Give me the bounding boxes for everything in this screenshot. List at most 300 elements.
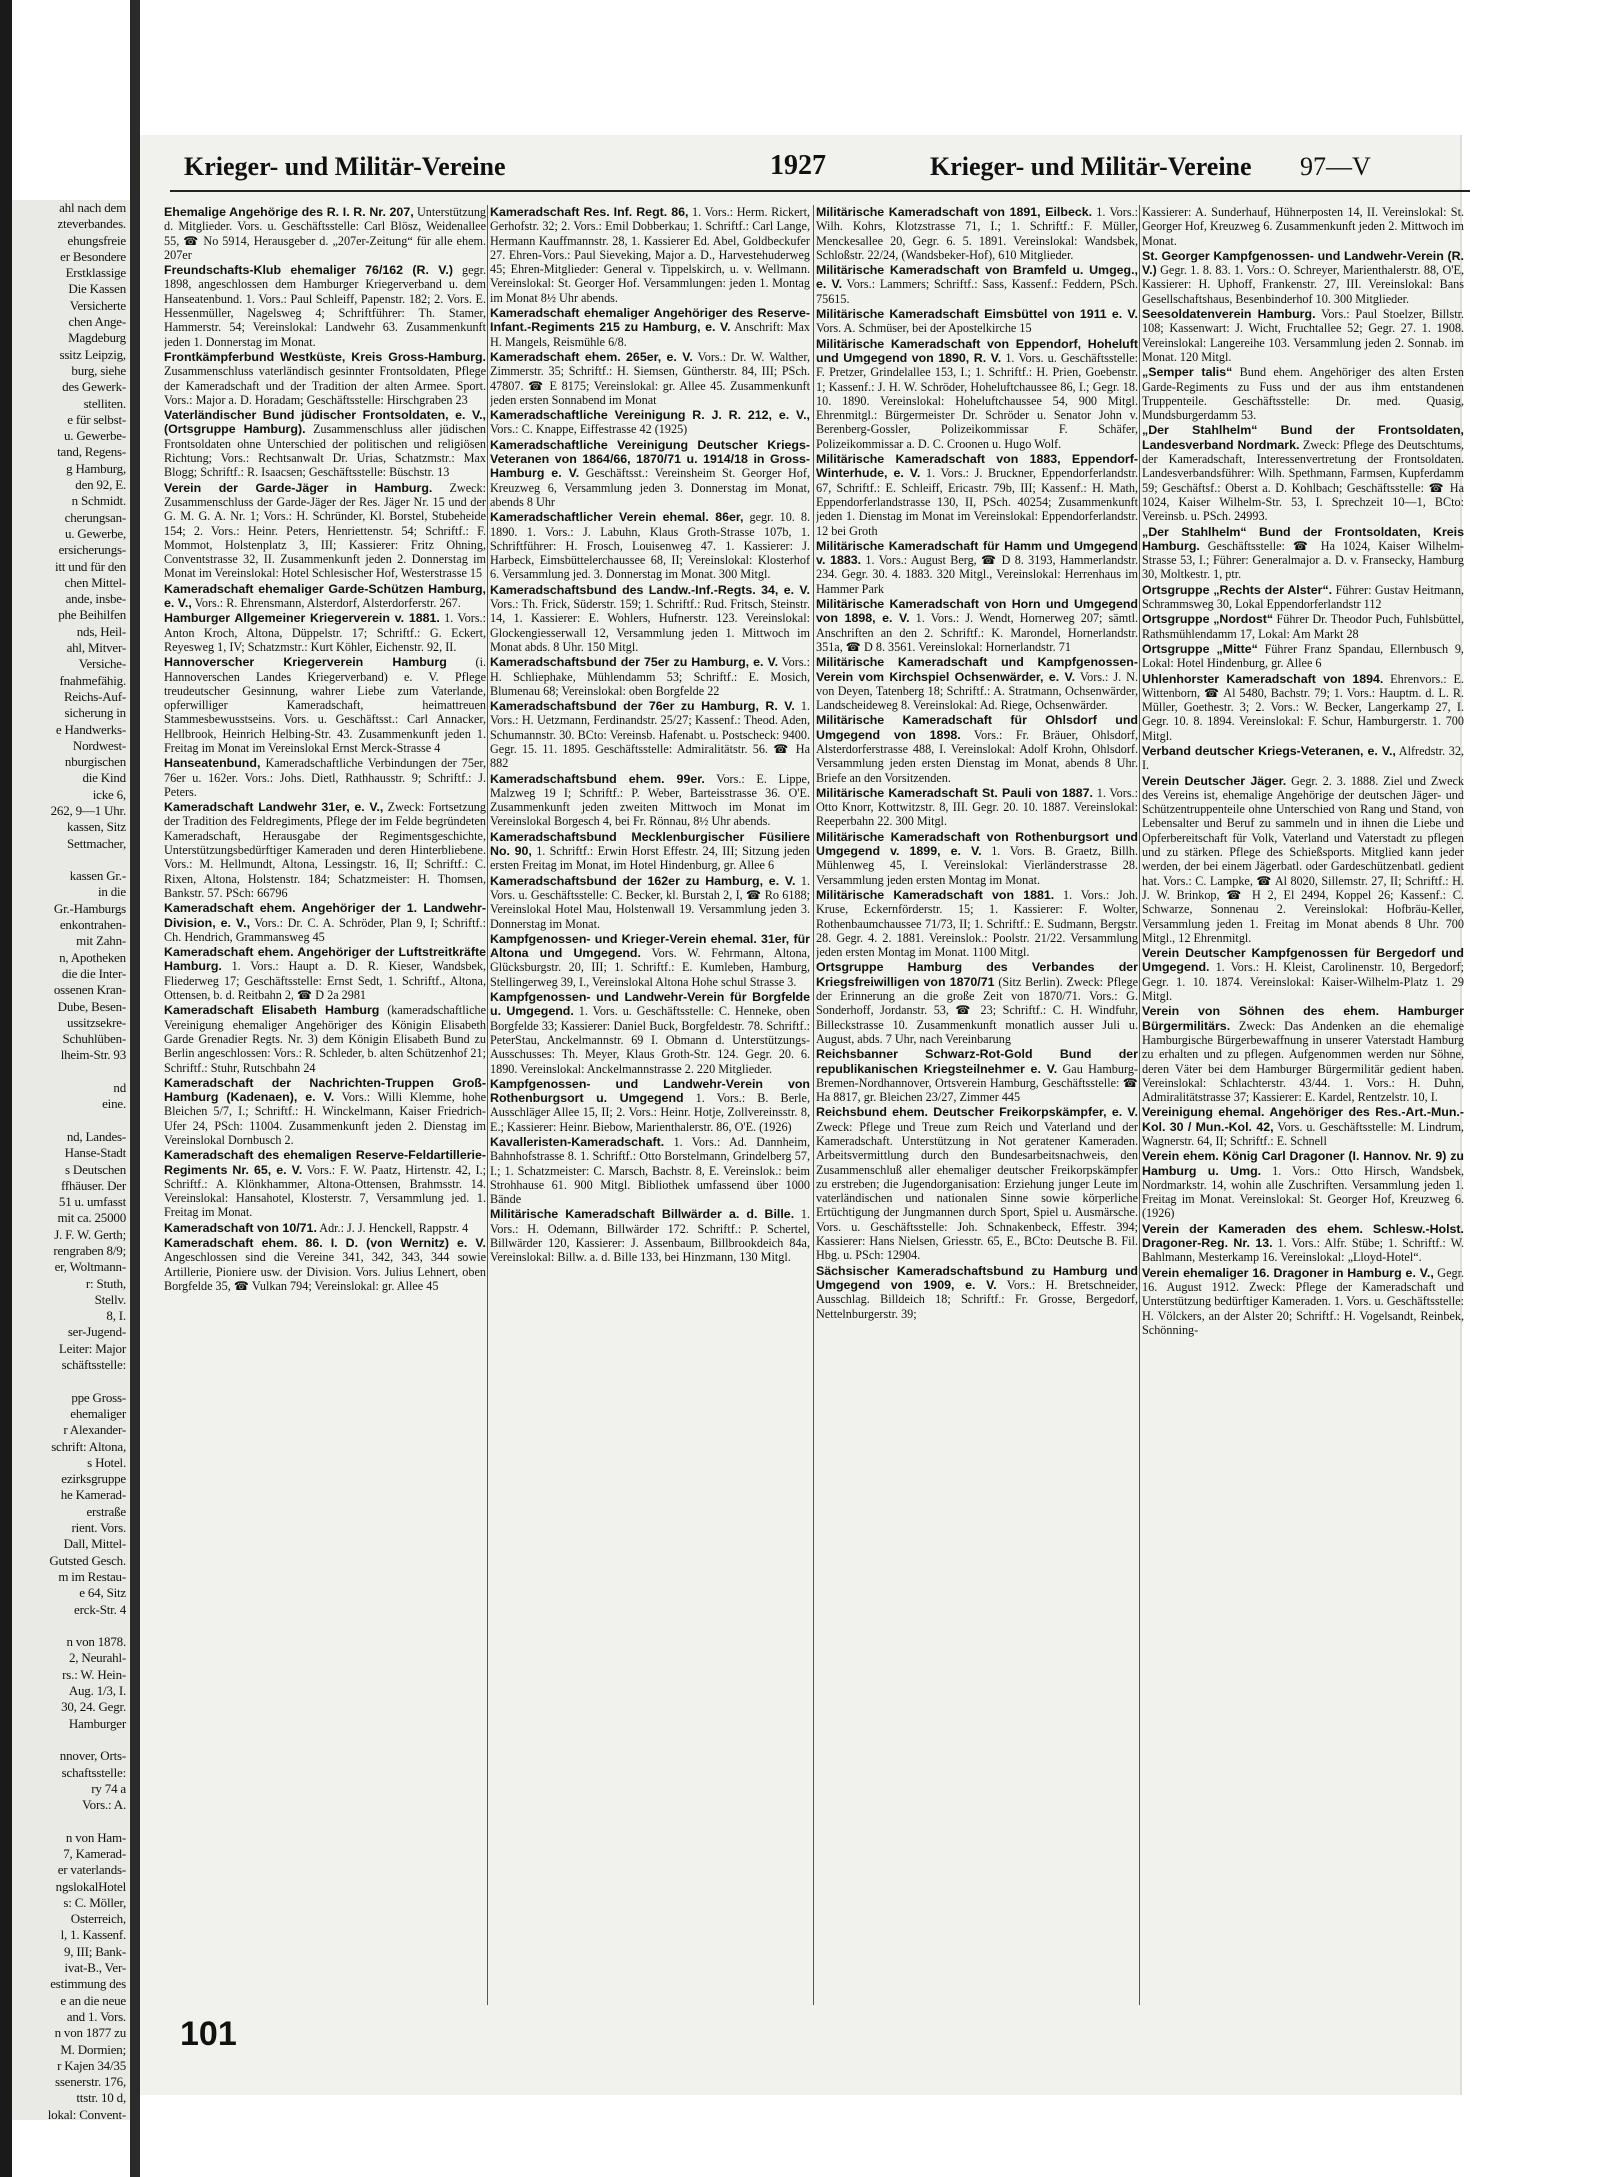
- previous-page-line: [12, 1813, 130, 1829]
- association-details: Vors. A. Schmüser, bei der Apostelkirche 15: [816, 321, 1032, 336]
- running-header: [170, 150, 1470, 192]
- association-name: Militärische Kameradschaft von Horn und Umgegend von 1898, e. V.: [816, 597, 1138, 626]
- previous-page-line: n, Apotheken: [59, 949, 126, 965]
- previous-page-line: burg, siehe: [71, 362, 126, 378]
- previous-page-line: rengraben 8/9;: [53, 1243, 126, 1258]
- association-details: Geschäftsst.: Vereinsheim St. Georger Hof, Kreuzweg 6, Versammlung jeden 3. Donnerstag im Monat, abends 8 Uhr: [490, 466, 810, 509]
- association-details: Gau Hamburg-Bremen-Nordhannover, Ortsverein Hamburg, Geschäftsstelle: ☎ Ha 8817, gr. Bleichen 23/27, Zimmer 445: [816, 1061, 1138, 1105]
- previous-page-line: ahl nach dem: [59, 200, 126, 215]
- directory-entry: [490, 932, 810, 989]
- directory-entry: [164, 655, 486, 755]
- previous-page-line: 9, III; Bank-: [63, 1943, 126, 1959]
- association-name: Verband deutscher Kriegs-Veteranen, e. V.,: [1142, 743, 1396, 758]
- association-details: gegr. 10. 8. 1890. 1. Vors.: J. Labuhn, Klaus Groth-Strasse 107b, 1. Schriftführer: H. Frosch, Louisenweg 47. 1. Kassierer: J. Harbeck, Eimsbüttelerchaussee 68, II; Vereinslokal: Klosterhof 6. Versammlung jed. 3. Donnerstag im Monat. 300 Mitgl.: [490, 510, 810, 582]
- previous-page-line: [12, 1064, 130, 1080]
- previous-page-line: Stellv.: [94, 1291, 126, 1307]
- association-details: 1. Schriftf.: Erwin Horst Effestr. 24, III; Sitzung jeden ersten Freitag im Monat, im Hotel Hindenburg, gr. Allee 6: [490, 844, 810, 873]
- association-name: Kameradschaftsbund ehem. 99er.: [490, 771, 705, 786]
- previous-page-line: lokal: Convent-: [47, 2106, 126, 2120]
- association-details: Führer: Gustav Heitmann, Schrammsweg 30, Lokal Eppendorferlandstr 112: [1142, 582, 1464, 612]
- previous-page-line: Osterreich,: [70, 1911, 126, 1927]
- association-details: 1. Vors.: Anton Kroch, Altona, Düppelstr. 17; Schriftf.: G. Eckert, Reyesweg 1, IV; Schatzmstr.: Kurt Köhler, Eichenstr. 92, II.: [164, 611, 486, 654]
- previous-page-line: u. Gewerbe-: [63, 428, 126, 444]
- directory-entry: [816, 307, 1138, 336]
- association-name: Militärische Kameradschaft St. Pauli von 1887.: [816, 785, 1093, 800]
- association-name: Kampfgenossen- und Landwehr-Verein von Rothenburgsort u. Umgegend: [490, 1076, 810, 1106]
- association-details: 1. Vors.: Alfr. Stübe; 1. Schriftf.: W. Bahlmann, Mesterkamp 16. Vereinslokal: „Lloyd-Hotel“.: [1142, 1236, 1464, 1265]
- previous-page-line: nnover, Orts-: [59, 1748, 126, 1764]
- directory-entry: [816, 452, 1138, 538]
- association-name: Kameradschaftsbund der 162er zu Hamburg, e. V.: [490, 873, 796, 888]
- association-name: Kameradschaftsbund der 75er zu Hamburg, e. V.: [490, 655, 779, 670]
- association-name: Hannoverscher Kriegerverein Hamburg: [164, 655, 447, 670]
- previous-page-line: l, 1. Kassenf.: [60, 1927, 126, 1943]
- association-details: Vors.: Fr. Bräuer, Ohlsdorf, Alsterdorferstrasse 488, I. Vereinslokal: Adolf Krohn, Ohlsdorf. Versammlung jeden ersten Dienstag im Monat, abends 8 Uhr. Briefe an den Vorsitzenden.: [816, 727, 1138, 785]
- previous-page-line: eine.: [102, 1096, 126, 1112]
- association-details: Zusammenschluss aller jüdischen Frontsoldaten ohne Unterschied der politischen und religiösen Richtung; Vors.: Rechtsanwalt Dr. Urias, Schatzmstr.: Max Blogg; Schriftf.: R. Isaacsen; Geschäftsstelle: Büschstr. 13: [164, 422, 486, 480]
- previous-page-line: den 92, E.: [75, 477, 126, 493]
- association-details: Ehrenvors.: E. Wittenborn, ☎ Al 5480, Bachstr. 79; 1. Vors.: Hauptm. d. L. R. Müller, Goethestr. 3; 2. Vors.: W. Becker, Langerkamp 27, I. Gegr. 10. 8. 1894. Vereinslokal: F. Schur, Hamburgerstr. 1. 700 Mitgl.: [1142, 671, 1464, 743]
- association-name: Verein der Kameraden des ehem. Schlesw.-Holst. Dragoner-Reg. Nr. 13.: [1142, 1221, 1464, 1251]
- previous-page-line: Nordwest-: [72, 737, 126, 753]
- previous-page-line: nds, Heil-: [76, 623, 126, 639]
- association-details: Anschrift: Max H. Mangels, Reismühle 6/8.: [490, 320, 810, 349]
- previous-page-line: phe Beihilfen: [58, 607, 126, 623]
- association-name: Kameradschaftliche Vereinigung R. J. R. 212, e. V.,: [490, 408, 810, 423]
- previous-page-line: kassen, Sitz: [67, 819, 126, 835]
- previous-page-line: er, Woltmann-: [54, 1259, 126, 1275]
- previous-page-line: rs.: W. Hein-: [62, 1666, 126, 1682]
- association-name: Militärische Kameradschaft von Rothenburgsort und Umgegend v. 1899, e. V.: [816, 829, 1138, 859]
- association-details: (Sitz Berlin). Zweck: Pflege der Erinnerung an die große Zeit von 1870/71. Vors.: G. Sonderhoff, Jordanstr. 53, ☎ 23; Schriftf.: C. H. Windfuhr, Billeckstrasse 10. Zusammenkunft monatlich ausser Juli u. August, abds. 7 Uhr, nach Vereinbarung: [816, 974, 1138, 1046]
- association-details: 1. Vors.: H. Odemann, Billwärder 172. Schriftf.: P. Schertel, Billwärder 120, Kassierer: J. Assenbaum, Billbrookdeich 84a, Vereinslokal: Billw. a. d. Bille 133, bei Hinzmann, 130 Mitgl.: [490, 1207, 810, 1265]
- previous-page-line: [12, 852, 130, 868]
- association-details: Vors. u. Geschäftsstelle: M. Lindrum, Wagnerstr. 64, II; Schriftf.: E. Schnell: [1142, 1119, 1464, 1148]
- previous-page-line: n von Ham-: [65, 1829, 126, 1845]
- directory-entry: [816, 539, 1138, 596]
- directory-entry: [164, 350, 486, 407]
- directory-entry: [164, 756, 486, 799]
- previous-page-line: Vors.: A.: [82, 1797, 126, 1813]
- column-rule: [1139, 205, 1140, 2005]
- directory-entry: [164, 1003, 486, 1074]
- column-2: [490, 205, 810, 2005]
- directory-entry: [1142, 774, 1464, 946]
- directory-entry: [490, 306, 810, 349]
- association-name: Militärische Kameradschaft Eimsbüttel von 1911 e. V.: [816, 307, 1138, 322]
- previous-page-line: r Alexander-: [63, 1422, 126, 1438]
- association-name: Kavalleristen-Kameradschaft.: [490, 1135, 665, 1149]
- directory-entry: [1142, 1105, 1464, 1148]
- previous-page-line: g Hamburg,: [66, 460, 126, 476]
- directory-entry: [1142, 946, 1464, 1003]
- previous-page-line: kassen Gr.-: [69, 868, 126, 884]
- association-details: Zweck: Pflege des Deutschtums, der Kameradschaft, Interessenvertretung der Frontsoldaten. Landesverbandsführer: Wilh. Spethmann, Farmsen, Kupferdamm 59; Geschäftsf.: Oberst a. D. Kohlbach; Geschäftsstelle: ☎ Ha 1024, Kaiser Wilhelm-Str. 53, I. Sprechzeit 10—1, BCto: Vereinsb. u. PSch. 24993.: [1142, 437, 1464, 524]
- association-name: Militärische Kameradschaft und Kampfgenossen-Verein vom Kirchspiel Ochsenwärder, e. V.: [816, 655, 1138, 684]
- previous-page-line: ppe Gross-: [71, 1389, 126, 1405]
- association-name: Militärische Kameradschaft von Eppendorf, Hoheluft und Umgegend von 1890, R. V.: [816, 336, 1138, 365]
- directory-entry: [1142, 423, 1464, 523]
- association-name: Ortsgruppe „Mitte“: [1142, 641, 1258, 656]
- previous-page-fragment: [12, 200, 133, 2120]
- association-details: Zusammenschluss vaterländisch gesinnter Frontsoldaten, Pflege der Kameradschaft und der Tradition der alten Armee. Sport. Vors.: Major a. D. Horadam; Geschäftsstelle: Hirschgraben 23: [164, 364, 486, 407]
- previous-page-line: ehungsfreie: [67, 232, 126, 248]
- directory-entry: [164, 481, 486, 581]
- directory-entry: [816, 888, 1138, 959]
- association-name: Verein ehem. König Carl Dragoner (I. Hannov. Nr. 9) zu Hamburg u. Umg.: [1142, 1149, 1464, 1178]
- previous-page-line: Versiche-: [78, 656, 126, 672]
- association-details: Vors.: Th. Frick, Süderstr. 159; 1. Schriftf.: Rud. Fritsch, Steinstr. 14, 1. Kassierer: E. Wohlers, Hufnerstr. 123. Vereinslokal: Glockengiesserwall 12, Versammlung jeden 1. Mittwoch im Monat abds. 8 Uhr. 150 Mitgl.: [490, 597, 810, 654]
- directory-entry: [1142, 672, 1464, 743]
- previous-page-line: ersicherungs-: [58, 542, 126, 558]
- previous-page-line: e 64, Sitz: [79, 1585, 126, 1601]
- previous-page-line: Aug. 1/3, I.: [68, 1683, 126, 1699]
- directory-entry: [816, 263, 1138, 306]
- association-name: Ortsgruppe „Nordost“: [1142, 612, 1274, 627]
- previous-page-line: ezirksgruppe: [61, 1471, 126, 1487]
- association-name: Militärische Kameradschaft von 1891, Eilbeck.: [816, 205, 1093, 219]
- directory-entry: [490, 1077, 810, 1134]
- association-name: Militärische Kameradschaft von 1883, Eppendorf-Winterhude, e. V.: [816, 452, 1138, 481]
- association-details: Vors.: Dr. C. A. Schröder, Plan 9, I; Schriftf.: Ch. Hendrich, Grammansweg 45: [164, 915, 486, 944]
- previous-page-line: itt und für den: [54, 558, 126, 574]
- directory-entry: [164, 901, 486, 944]
- association-name: Freundschafts-Klub ehemaliger 76/162 (R. V.): [164, 263, 453, 278]
- previous-page-line: n von 1878.: [66, 1634, 126, 1650]
- directory-entry: [164, 1148, 486, 1219]
- column-4: [1142, 205, 1464, 2005]
- association-details: Führer Franz Spandau, Ellernbusch 9, Lokal: Hotel Hindenburg, gr. Allee 6: [1142, 641, 1464, 671]
- previous-page-line: ussitzsekre-: [67, 1014, 126, 1030]
- association-name: Sächsischer Kameradschaftsbund zu Hamburg und Umgegend von 1909, e. V.: [816, 1263, 1138, 1292]
- directory-entry: [490, 583, 810, 654]
- directory-entry: [164, 1076, 486, 1147]
- previous-page-line: stelliten.: [83, 395, 126, 411]
- directory-entry: [490, 655, 810, 698]
- previous-page-line: [12, 1732, 130, 1748]
- previous-page-line: chen Ange-: [68, 314, 126, 330]
- previous-page-line: n von 1877 zu: [54, 2025, 126, 2041]
- previous-page-line: [12, 1113, 130, 1129]
- previous-page-line: Die Kassen: [68, 281, 126, 297]
- association-name: Uhlenhorster Kameradschaft von 1894.: [1142, 671, 1384, 686]
- association-details: Vors.: F. W. Paatz, Hirtenstr. 42, I.; Schriftf.: A. Klönkhammer, Altona-Ottensen, Brahmsstr. 14. Vereinslokal: Hansahotel, Klosterstr. 7, Versammlung jed. 1. Freitag im Monat.: [164, 1162, 486, 1220]
- directory-entry: [816, 205, 1138, 262]
- previous-page-line: schrift: Altona,: [51, 1438, 126, 1454]
- association-name: Kameradschaft Landwehr 31er, e. V.,: [164, 800, 384, 815]
- association-details: 1. Vors.: H. Kleist, Carolinenstr. 10, Bergedorf; Gegr. 1. 10. 1874. Vereinslokal: Kaiser-Wilhelm-Platz 1. 29 Mitgl.: [1142, 960, 1464, 1004]
- association-details: Zweck: Fortsetzung der Tradition des Feldregiments, Pflege der im Felde begründeten Kameradschaft, Herausgabe der Regimentsgeschichte, Unterstützungsbedürftiger Kameraden und deren Hinterbliebene. Vors.: M. Hellmundt, Altona, Lessingstr. 16, II; Schriftf.: C. Rixen, Altona, Holstenstr. 184; Schatzmeister: H. Thomsen, Bankstr. 57. PSch: 66796: [164, 800, 486, 900]
- association-name: Verein ehemaliger 16. Dragoner in Hamburg e. V.,: [1142, 1265, 1434, 1280]
- association-details: Gegr. 2. 3. 1888. Ziel und Zweck des Vereins ist, ehemalige Angehörige der deutschen Jäger- und Schützentruppenteile ohne Unterschied von Rang und Stand, von Lebensalter und Beruf zu sammeln und in ihnen die Liebe und Opferbereitschaft für Volk, Vaterland und Vaterstadt zu pflegen und zu stärken. Pflege des Schießsports. Mitglied kann jeder werden, der bei einem Jägerbatl. oder Gardeschützenbatl. gedient hat. Vors.: C. Lampke, ☎ Al 8020, Sillemstr. 27, II; Schriftf.: H. J. W. Brinkop, ☎ H 2, El 2494, Koppel 26; Kassenf.: C. Schwarze, Sonnenau 2. Vereinslokal: Hofbräu-Keller, Versammlung jeden 1. Freitag im Monat abends 8 Uhr. 700 Mitgl., 12 Ehrenmitgl.: [1142, 773, 1464, 945]
- directory-page: [140, 135, 1464, 2095]
- directory-entry: [490, 830, 810, 873]
- directory-entry: [490, 408, 810, 437]
- directory-entry: [164, 408, 486, 479]
- association-details: 1. Vors. u. Geschäftsstelle: F. Pretzer, Grindelallee 153, I.; 1. Schriftf.: H. Prien, Goebenstr. 1; Kassenf.: J. H. W. Schröder, Hoheluftchaussee 86, I.; Gegr. 18. 10. 1890. Vereinslokal: Hoheluftchaussee 54, 900 Mitgl. Ehrenmitgl.: Bürgermeister Dr. Schröder u. Senator John v. Berenberg-Gossler, Polizeikommissar F. Schäfer, Polizeikommissar a. D. C. Croonen u. Hugo Wolf.: [816, 350, 1138, 451]
- association-details: 1. Vors.: Wilh. Kohrs, Klotzstrasse 71, I.; 1. Schriftf.: F. Müller, Menckesallee 20, Gegr. 6. 5. 1891. Vereinslokal: Wandsbek, Schloßstr. 22/24, (Wandsbeker-Hof), 610 Mitglieder.: [816, 205, 1138, 262]
- previous-page-line: cherungsan-: [64, 509, 126, 525]
- directory-entry: [490, 874, 810, 931]
- association-name: St. Georger Kampfgenossen- und Landwehr-Verein (R. V.): [1142, 248, 1464, 278]
- previous-page-line: m im Restau-: [58, 1568, 126, 1584]
- association-name: Kameradschaft der Nachrichten-Truppen Groß-Hamburg (Kadenaen), e. V.: [164, 1075, 486, 1105]
- previous-page-line: e an die neue: [60, 1992, 126, 2008]
- previous-page-line: Leiter: Major: [58, 1340, 126, 1356]
- directory-entry: [816, 830, 1138, 887]
- directory-entry: [1142, 744, 1464, 773]
- previous-page-line: [12, 1618, 130, 1634]
- previous-page-line: Hanse-Stadt: [64, 1145, 126, 1161]
- association-name: Kameradschaftliche Vereinigung Deutscher Kriegs-Veteranen von 1864/66, 1870/71 u. 1914/18 in Gross-Hamburg e. V.: [490, 437, 810, 481]
- previous-page-line: e für selbst-: [67, 411, 126, 427]
- directory-entry: [164, 945, 486, 1002]
- previous-page-line: s Hotel.: [87, 1454, 126, 1470]
- previous-page-line: nd, Landes-: [66, 1128, 126, 1144]
- book-gutter: [130, 0, 140, 2177]
- directory-entry: [490, 350, 810, 407]
- association-name: Militärische Kameradschaft für Hamm und Umgegend v. 1883.: [816, 538, 1138, 568]
- association-details: Vors.: E. Lippe, Malzweg 19 I; Schriftf.: P. Weber, Barteisstrasse 36. O'E. Zusammenkunft jeden zweiten Mittwoch im Monat im Vereinslokal Borgesch 4, bei Fr. Rönnau, 8½ Uhr abends.: [490, 771, 810, 829]
- previous-page-line: Gr.-Hamburgs: [53, 900, 126, 916]
- association-name: Kampfgenossen- und Krieger-Verein ehemal. 31er, für Altona und Umgegend.: [490, 931, 810, 961]
- association-details: 1. Vors.: Herm. Rickert, Gerhofstr. 32; 2. Vors.: Emil Dobberkau; 1. Schriftf.: Carl Lange, Hermann Kauffmannstr. 28, 1. Kassierer Ed. Abel, Goldbeckufer 27. Ehren-Vors.: Paul Sieveking, Major a. D., Harvestehuderweg 45; Ehren-Mitglieder: General v. Tippelskirch, u. v. Wellmann. Vereinslokal: St. Georger Hof. Versammlungen: jeden 1. Montag im Monat 8½ Uhr abends.: [490, 205, 810, 305]
- previous-page-line: ttstr. 10 d,: [76, 2090, 126, 2106]
- association-name: Kameradschaftsbund der 76er zu Hamburg, R. V.: [490, 699, 795, 714]
- directory-entry: [1142, 1004, 1464, 1104]
- association-name: Verein von Söhnen des ehem. Hamburger Bürgermilitärs.: [1142, 1004, 1464, 1033]
- previous-page-line: ahl, Mitver-: [66, 640, 126, 656]
- association-details: Geschäftsstelle: ☎ Ha 1024, Kaiser Wilhelm-Strasse 53, I.; Führer: Generalmajor a. D. v. Fransecky, Hamburg 30, Moltkestr. 1, ptr.: [1142, 538, 1464, 582]
- association-details: Vors. W. Fehrmann, Altona, Glücksburgstr. 20, III; 1. Schriftf.: E. Kumleben, Hamburg, Stellingerweg 39, I., Vereinslokal Altona Hohe schul Strasse 3.: [490, 946, 810, 989]
- previous-page-line: des Gewerk-: [62, 379, 126, 395]
- association-name: Kameradschaft von 10/71.: [164, 1220, 317, 1235]
- previous-page-line: and 1. Vors.: [66, 2008, 126, 2024]
- previous-page-line: ser-Jugend-: [67, 1324, 126, 1340]
- association-details: Vors.: Lammers; Schriftf.: Sass, Kassenf.: Feddern, PSch. 75615.: [816, 277, 1138, 306]
- previous-page-line: ivat-B., Ver-: [64, 1960, 126, 1976]
- previous-page-line: ffhäuser. Der: [60, 1177, 126, 1193]
- previous-page-line: tand, Regens-: [57, 444, 126, 460]
- directory-entry: [490, 510, 810, 581]
- directory-entry: [816, 713, 1138, 784]
- previous-page-line: ngslokalHotel: [55, 1878, 126, 1894]
- association-details: 1. Vors.: B. Berle, Ausschläger Allee 15, II; 2. Vors.: Heinr. Hotje, Zollvereinsstr. 8, E.; Kassierer: Heinr. Biebow, Marienthalerstr. 86, O'E. (1926): [490, 1091, 810, 1134]
- previous-page-line: Hamburger: [68, 1715, 126, 1731]
- previous-page-line: Reichs-Auf-: [63, 688, 126, 704]
- association-details: Gegr. 16. August 1912. Zweck: Pflege der Kameradschaft und Unterstützung bedürftiger Kameraden. 1. Vors. u. Geschäftsstelle: H. Völckers, an der Alster 20; Schriftf.: H. Vogelsandt, Reinbek, Schönning-: [1142, 1265, 1464, 1337]
- previous-page-line: Schuhlüben-: [62, 1031, 126, 1047]
- association-details: 1. Vors.: J. Bruckner, Eppendorferlandstr. 67, Schriftf.: E. Schleiff, Ericastr. 79b, III; Kassenf.: H. Math, Eppendorferlandstrasse 130, II, PSch. 40254; Zusammenkunft jeden 1. Dienstag im Monat im Vereinslokal: Eppendorferlandstr. 12 bei Groth: [816, 466, 1138, 538]
- association-name: Kampfgenossen- und Landwehr-Verein für Borgfelde u. Umgegend.: [490, 990, 810, 1019]
- association-details: (i. Hannoverschen Landes Kriegerverband) e. V. Pflege treudeutscher Gesinnung, wahrer Liebe zum Vaterlande, opferwilliger Kameradschaft, heimattreuen Stammesbewusstseins. Vors. u. Geschäftsst.: Carl Annacker, Hellbrook, Heinrich Helbing-Str. 43. Zusammenkunft jeden 1. Freitag im Monat im Vereinslokal Ernst Merck-Strasse 4: [164, 655, 486, 755]
- previous-page-line: Erstklassige: [65, 265, 126, 281]
- association-name: Kameradschaft ehem. Angehöriger der Luftstreitkräfte Hamburg.: [164, 945, 486, 974]
- directory-entry: [1142, 1266, 1464, 1337]
- directory-entry: [816, 1047, 1138, 1104]
- directory-entry: [490, 1135, 810, 1206]
- previous-page-line: enkontrahen-: [59, 917, 126, 933]
- directory-entry: [1142, 642, 1464, 671]
- association-name: Vaterländischer Bund jüdischer Frontsoldaten, e. V., (Ortsgruppe Hamburg).: [164, 408, 486, 437]
- directory-entry: [816, 597, 1138, 654]
- directory-entry: [1142, 307, 1464, 364]
- previous-page-line: 7, Kamerad-: [63, 1845, 126, 1861]
- previous-page-line: schäftsstelle:: [61, 1357, 126, 1373]
- previous-page-line: [12, 1373, 130, 1389]
- association-details: Vors.: H. Bretschneider, Ausschlag. Billdeich 18; Schriftf.: Fr. Grosse, Bergedorf, Nettelnburgerstr. 39;: [816, 1277, 1138, 1321]
- previous-page-line: mit Zahn-: [76, 933, 126, 949]
- association-name: Hamburger Allgemeiner Kriegerverein v. 1881.: [164, 611, 440, 626]
- association-name: „Der Stahlhelm“ Bund der Frontsoldaten, Landesverband Nordmark.: [1142, 423, 1464, 452]
- association-name: Verein Deutscher Kampfgenossen für Bergedorf und Umgegend.: [1142, 946, 1464, 975]
- previous-page-line: Dall, Mittel-: [63, 1536, 126, 1552]
- directory-entry: [164, 1236, 486, 1293]
- previous-page-line: ande, insbe-: [65, 591, 126, 607]
- previous-page-line: rient. Vors.: [71, 1520, 126, 1536]
- previous-page-line: fnahmefähig.: [59, 672, 126, 688]
- column-1: [164, 205, 486, 2005]
- association-name: Kameradschaft ehem. 265er, e. V.: [490, 349, 693, 364]
- association-details: 1. Vors.: August Berg, ☎ D 8. 3193, Hammerlandstr. 234. Gegr. 30. 4. 1883. 320 Mitgl., Vereinslokal: Herrenhaus im Hammer Park: [816, 553, 1138, 596]
- association-name: Frontkämpferbund Westküste, Kreis Gross-Hamburg.: [164, 349, 486, 364]
- association-name: Militärische Kameradschaft von 1881.: [816, 887, 1055, 902]
- previous-page-line: ry 74 a: [91, 1780, 126, 1796]
- previous-page-line: erstraße: [86, 1503, 126, 1519]
- header-section-title-left: Krieger- und Militär-Vereine: [184, 152, 506, 181]
- directory-entry: [1142, 205, 1464, 248]
- column-rule: [487, 205, 488, 2005]
- directory-entry: [1142, 1149, 1464, 1220]
- directory-entry: [490, 1207, 810, 1264]
- previous-page-line: nburgischen: [64, 754, 126, 770]
- association-details: Führer Dr. Theodor Puch, Fuhlsbüttel, Rathsmühlendamm 17, Lokal: Am Markt 28: [1142, 612, 1464, 641]
- scan-edge: [0, 0, 12, 2177]
- previous-page-line: er Besondere: [60, 248, 126, 264]
- previous-page-line: 30, 24. Gegr.: [61, 1699, 126, 1715]
- directory-entry: [164, 800, 486, 900]
- association-details: 1. Vors.: Haupt a. D. R. Kieser, Wandsbek, Fliederweg 17; Geschäftsstelle: Ernst Sedt, 1. Schriftf., Altona, Ottensen, b. d. Reitbahn 2, ☎ D 2a 2981: [164, 959, 486, 1003]
- previous-page-line: die die Inter-: [61, 965, 126, 981]
- association-name: „Semper talis“: [1142, 365, 1233, 380]
- directory-entry: [816, 786, 1138, 829]
- previous-page-line: 262, 9—1 Uhr.: [50, 802, 126, 818]
- association-name: Kameradschaft ehemaliger Garde-Schützen Hamburg, e. V.,: [164, 581, 486, 611]
- previous-page-line: e Handwerks-: [55, 721, 126, 737]
- previous-page-line: ossenen Kran-: [53, 982, 126, 998]
- association-name: Verein der Garde-Jäger in Hamburg.: [164, 480, 433, 495]
- association-name: Militärische Kameradschaft von Bramfeld u. Umgeg., e. V.: [816, 263, 1138, 292]
- column-3: [816, 205, 1138, 2005]
- association-details: Vors.: Dr. W. Walther, Zimmerstr. 35; Schriftf.: H. Siemsen, Güntherstr. 84, III; PSch. 47807. ☎ E 8175; Vereinslokal: gr. Allee 45. Zusammenkunft jeden ersten Sonnabend im Monat: [490, 349, 810, 407]
- previous-page-line: lheim-Str. 93: [60, 1047, 126, 1063]
- association-details: Vors.: Paul Stoelzer, Billstr. 108; Kassenwart: J. Wicht, Fruchtallee 52; Gegr. 27. 1. 1908. Vereinslokal: Langereihe 103. Versammlung jeden 2. Sonnab. im Monat. 120 Mitgl.: [1142, 307, 1464, 364]
- header-year: 1927: [770, 150, 826, 181]
- directory-entry: [164, 1221, 486, 1235]
- previous-page-line: zteverbandes.: [57, 216, 126, 232]
- header-page-reference: 97—V: [1300, 152, 1371, 181]
- previous-page-line: die Kind: [82, 770, 126, 786]
- association-name: Kameradschaft ehemaliger Angehöriger des Reserve-Infant.-Regiments 215 zu Hamburg, e. V.: [490, 306, 810, 335]
- previous-page-line: Magdeburg: [68, 330, 126, 346]
- previous-page-line: 8, I.: [106, 1308, 126, 1324]
- association-name: Reichsbanner Schwarz-Rot-Gold Bund der republikanischen Kriegsteilnehmer e. V.: [816, 1047, 1138, 1076]
- association-details: Bund ehem. Angehöriger des alten Ersten Garde-Regiments zu Fuss und der aus ihm entstandenen Truppenteile. Geschäftsstelle: Dr. med. Quasig, Mundsburgerdamm 53.: [1142, 365, 1464, 423]
- association-name: Kameradschaft ehem. Angehöriger der 1. Landwehr-Division, e. V.,: [164, 901, 486, 930]
- directory-entry: [816, 1105, 1138, 1262]
- previous-page-line: chen Mittel-: [64, 574, 126, 590]
- association-details: Vors.: C. Knappe, Eiffestrasse 42 (1925): [490, 422, 688, 437]
- association-name: Kameradschaftlicher Verein ehemal. 86er,: [490, 510, 744, 525]
- association-details: Unterstützung d. Mitglieder. Vors. u. Geschäftsstelle: Carl Blösz, Weidenallee 55, ☎ No 5914, Herausgeber d. „207er-Zeitung“ für alle ehem. 207er: [164, 205, 486, 262]
- association-name: Kameradschaft des ehemaligen Reserve-Feldartillerie-Regiments Nr. 65, e. V.: [164, 1148, 486, 1177]
- previous-page-line: ssitz Leipzig,: [59, 346, 126, 362]
- previous-page-line: Gutsted Gesch.: [49, 1552, 126, 1568]
- previous-page-line: schaftsstelle:: [61, 1764, 126, 1780]
- association-details: 1. Vors.: Otto Hirsch, Wandsbek, Nordmarkstr. 14, wohin alle Zuschriften. Versammlung jeden 1. Freitag im Monat. Vereinslokal: St. Georger Hof, Kreuzweg 6. (1926): [1142, 1163, 1464, 1221]
- directory-entry: [1142, 583, 1464, 612]
- association-name: Kameradschaftsbund des Landw.-Inf.-Regts. 34, e. V.: [490, 582, 810, 597]
- directory-entry: [816, 960, 1138, 1046]
- association-name: Vereinigung ehemal. Angehöriger des Res.-Art.-Mun.-Kol. 30 / Mun.-Kol. 42,: [1142, 1105, 1464, 1134]
- previous-page-line: 51 u. umfasst: [58, 1194, 126, 1210]
- previous-page-line: r: Stuth,: [85, 1275, 126, 1291]
- association-details: Kameradschaftliche Verbindungen der 75er, 76er u. 162er. Vors.: Johs. Dietl, Rathhausstr. 9; Schriftf.: J. Peters.: [164, 756, 486, 799]
- directory-entry: [1142, 365, 1464, 422]
- directory-entry: [1142, 249, 1464, 306]
- previous-page-line: Dube, Besen-: [57, 998, 126, 1014]
- association-details: 1. Vors.: H. Uetzmann, Ferdinandstr. 25/27; Kassenf.: Theod. Aden, Schumannstr. 30. BCto: Vereinsb. Hafenabt. u. Postscheck: 9400. Gegr. 15. 11. 1895. Geschäftsstelle: Admiralitätstr. 56. ☎ Ha 882: [490, 699, 810, 771]
- association-name: Hanseatenbund,: [164, 756, 261, 771]
- association-name: Verein Deutscher Jäger.: [1142, 773, 1287, 788]
- directory-entry: [1142, 525, 1464, 582]
- previous-page-line: nd: [113, 1080, 126, 1096]
- directory-entry: [164, 611, 486, 654]
- association-name: Ortsgruppe „Rechts der Alster“.: [1142, 582, 1333, 597]
- association-details: 1. Vors. u. Geschäftsstelle: C. Henneke, oben Borgfelde 33; Kassierer: Daniel Buck, Borgfeldestr. 78. Schriftf.: PeterStau, Anckelmannstr. 69 I. Obmann d. Unterstützungs-Ausschusses: Th. Meyer, Klaus Groth-Str. 124. Gegr. 20. 6. 1890. Vereinslokal: Anckelmannstrasse 2. 220 Mitglieder.: [490, 1004, 810, 1076]
- previous-page-line: u. Gewerbe,: [65, 525, 126, 541]
- directory-entry: [816, 337, 1138, 451]
- previous-page-line: s Deutschen: [65, 1161, 126, 1177]
- association-details: 1. Vors. B. Graetz, Billh. Mühlenweg 45, I. Vereinslokal: Vierländerstrasse 28. Versammlung jeden ersten Montag im Monat.: [816, 844, 1138, 887]
- previous-page-line: ssenerstr. 176,: [54, 2074, 126, 2090]
- directory-entry: [816, 655, 1138, 712]
- previous-page-line: sicherung in: [64, 705, 126, 721]
- association-details: 1. Vors.: Otto Knorr, Kottwitzstr. 8, III. Gegr. 20. 10. 1887. Vereinslokal: Reeperbahn 22. 300 Mitgl.: [816, 785, 1138, 829]
- previous-page-line: ehemaliger: [70, 1405, 126, 1421]
- previous-page-line: in die: [97, 884, 126, 900]
- directory-entry: [816, 1264, 1138, 1321]
- association-name: Kameradschaftsbund Mecklenburgischer Füsiliere No. 90,: [490, 829, 810, 859]
- previous-page-line: 2, Neurahl-: [69, 1650, 126, 1666]
- previous-page-line: M. Dormien;: [60, 2041, 126, 2057]
- association-details: gegr. 1898, angeschlossen dem Hamburger Kriegerverband u. dem Hanseatenbund. 1. Vors.: Paul Schleiff, Papenstr. 182; 2. Vors. E. Hessenmüller, Nagelsweg 4; Schriftführer: Th. Stamer, Hammerstr. 54; Vereinslokal: Landwehr 63. Zusammenkunft jeden 1. Donnerstag im Monat.: [164, 263, 486, 349]
- directory-entry: [164, 263, 486, 349]
- previous-page-line: n Schmidt.: [71, 493, 126, 509]
- previous-page-line: s: C. Möller,: [63, 1894, 126, 1910]
- previous-page-line: er vaterlands-: [57, 1862, 126, 1878]
- header-section-title-right: Krieger- und Militär-Vereine: [930, 152, 1252, 181]
- directory-entry: [490, 699, 810, 770]
- association-name: Kameradschaft ehem. 86. I. D. (von Wernitz) e. V.: [164, 1236, 486, 1251]
- association-details: Kassierer: A. Sunderhauf, Hühnerposten 14, II. Vereinslokal: St. Georger Hof, Kreuzweg 6. Zusammenkunft jeden 2. Mittwoch im Monat.: [1142, 205, 1464, 248]
- association-details: Vors.: J. N. von Deyen, Tatenberg 18; Schriftf.: A. Stratmann, Ochsenwärder, Landscheideweg 8. Vereinslokal: Ad. Riege, Ochsenwärder.: [816, 669, 1138, 713]
- previous-page-line: he Kamerad-: [60, 1487, 126, 1503]
- association-details: Vors.: Willi Klemme, hohe Bleichen 5/7, I.; Schriftf.: H. Winckelmann, Kaiser Friedrich-Ufer 24, PSch: 11004. Zusammenkunft jeden 2. Dienstag im Vereinslokal Dornbusch 2.: [164, 1090, 486, 1147]
- previous-page-line: icke 6,: [92, 786, 126, 802]
- page-number: 101: [180, 2015, 237, 2053]
- directory-entry: [164, 582, 486, 611]
